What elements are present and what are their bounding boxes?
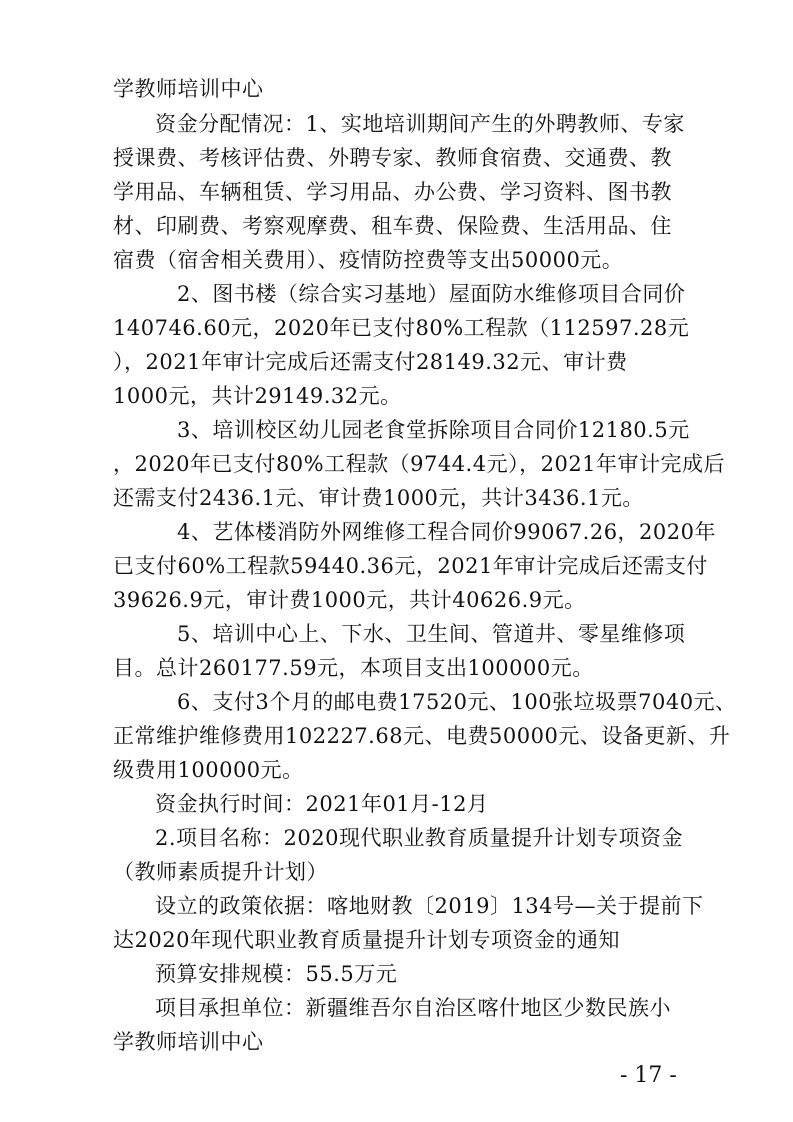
text-line-24: （教师素质提升计划）: [113, 860, 328, 884]
text-line-4: 学用品、车辆租赁、学习用品、办公费、学习资料、图书教: [113, 180, 672, 204]
text-line-5: 材、印刷费、考察观摩费、租车费、保险费、生活用品、住: [113, 214, 672, 238]
text-line-25: 设立的政策依据：喀地财教〔2019〕134号—关于提前下: [155, 894, 704, 918]
text-line-19: 6、支付3个月的邮电费17520元、100张垃圾票7040元、: [177, 690, 737, 714]
text-line-28: 项目承担单位：新疆维吾尔自治区喀什地区少数民族小: [155, 996, 671, 1020]
text-line-21: 级费用100000元。: [113, 758, 304, 782]
text-line-23: 2.项目名称：2020现代职业教育质量提升计划专项资金: [155, 826, 683, 850]
text-line-2: 资金分配情况：1、实地培训期间产生的外聘教师、专家: [155, 112, 685, 136]
text-line-14: 4、艺体楼消防外网维修工程合同价99067.26，2020年: [177, 520, 717, 544]
text-line-1: 学教师培训中心: [113, 77, 264, 101]
text-line-9: ），2021年审计完成后还需支付28149.32元、审计费: [113, 350, 628, 374]
text-line-10: 1000元，共计29149.32元。: [113, 384, 402, 408]
text-line-13: 还需支付2436.1元、审计费1000元，共计3436.1元。: [113, 486, 644, 510]
text-line-20: 正常维护维修费用102227.68元、电费50000元、设备更新、升: [113, 724, 731, 748]
text-line-27: 预算安排规模：55.5万元: [155, 962, 398, 986]
text-line-18: 目。总计260177.59元，本项目支出100000元。: [113, 656, 594, 680]
text-line-8: 140746.60元，2020年已支付80%工程款（112597.28元: [113, 316, 690, 340]
text-line-11: 3、培训校区幼儿园老食堂拆除项目合同价12180.5元: [177, 418, 690, 442]
text-line-3: 授课费、考核评估费、外聘专家、教师食宿费、交通费、教: [113, 146, 672, 170]
text-line-16: 39626.9元，审计费1000元，共计40626.9元。: [113, 588, 586, 612]
text-line-15: 已支付60%工程款59440.36元，2021年审计完成后还需支付: [113, 554, 708, 578]
text-line-17: 5、培训中心上、下水、卫生间、管道井、零星维修项: [177, 622, 686, 646]
page-number: - 17 -: [620, 1063, 677, 1088]
text-line-6: 宿费（宿舍相关费用）、疫情防控费等支出50000元。: [113, 248, 624, 272]
text-line-12: ，2020年已支付80%工程款（9744.4元），2021年审计完成后: [113, 452, 726, 476]
text-line-7: 2、图书楼（综合实习基地）屋面防水维修项目合同价: [177, 282, 686, 306]
text-line-22: 资金执行时间：2021年01月-12月: [155, 792, 489, 816]
text-line-26: 达2020年现代职业教育质量提升计划专项资金的通知: [113, 928, 620, 952]
text-line-29: 学教师培训中心: [113, 1030, 264, 1054]
